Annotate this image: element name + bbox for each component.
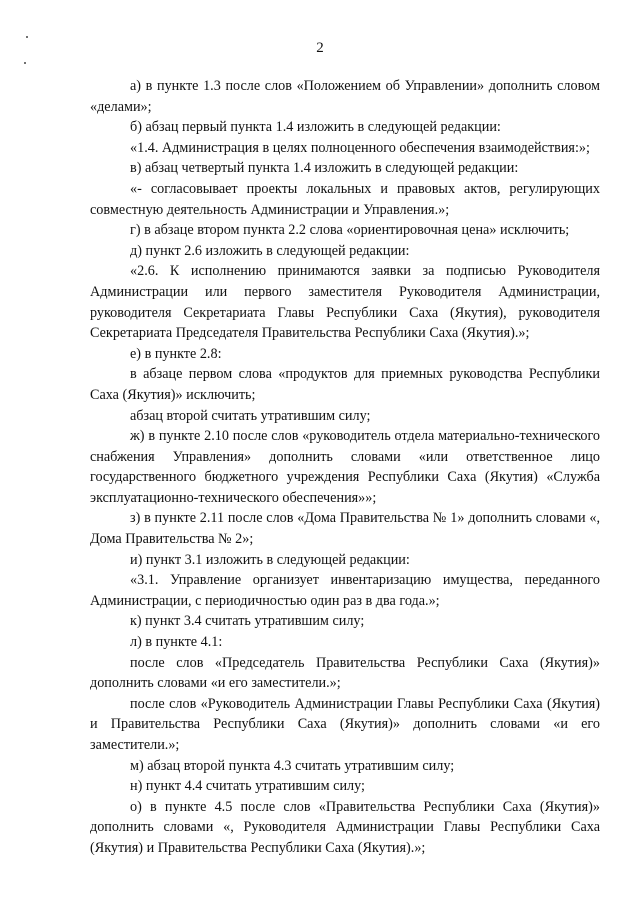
paragraph-b-quote: «1.4. Администрация в целях полноценного обеспечения взаимодействия:»;	[130, 139, 590, 156]
document-body	[90, 76, 600, 859]
paragraph-d: д) пункт 2.6 изложить в следующей редакции:	[130, 242, 410, 259]
scan-mark	[26, 36, 28, 38]
paragraph-v: в) абзац четвертый пункта 1.4 изложить в следующей редакции:	[130, 160, 519, 177]
paragraph-n: н) пункт 4.4 считать утратившим силу;	[130, 778, 365, 795]
paragraph-e: е) в пункте 2.8:	[130, 345, 222, 362]
paragraph-i-quote: «3.1. Управление организует инвентаризацию имущества, переданного Администрации, с периодичностью один раз в два года.»;	[90, 572, 600, 609]
paragraph-v-quote: «- согласовывает проекты локальных и правовых актов, регулирующих совместную деятельность Администрации и Управления.»;	[90, 180, 600, 218]
paragraph-l: л) в пункте 4.1:	[130, 634, 223, 651]
paragraph-e-second: абзац второй считать утратившим силу;	[130, 407, 371, 424]
scan-mark	[24, 62, 26, 64]
paragraph-m: м) абзац второй пункта 4.3 считать утратившим силу;	[130, 757, 455, 774]
paragraph-b: б) абзац первый пункта 1.4 изложить в следующей редакции:	[130, 119, 501, 136]
paragraph-g: г) в абзаце втором пункта 2.2 слова «ориентировочная цена» исключить;	[130, 222, 570, 239]
paragraph-o: о) в пункте 4.5 после слов «Правительства Республики Саха (Якутия)» дополнить словами «, Руководителя Администрации Главы Республики Саха (Якутия) и Правительства Республики Саха (Якутия).»;	[90, 798, 600, 856]
paragraph-zh: ж) в пункте 2.10 после слов «руководитель отдела материально-технического снабжения Управления» дополнить словами «или ответственное лицо государственного бюджетного учреждения Республики Саха (Якутия) «Служба эксплуатационно-технического обеспечения»»;	[90, 428, 600, 506]
paragraph-d-quote: «2.6. К исполнению принимаются заявки за подписью Руководителя Администрации или первого заместителя Руководителя Администрации, руководителя Секретариата Главы Республики Саха (Якутия), руководителя Секретариата Председателя Правительства Республики Саха (Якутия).»;	[90, 263, 600, 342]
paragraph-l-second: после слов «Руководитель Администрации Главы Республики Саха (Якутия) и Правительства Республики Саха (Якутия)» дополнить словами «и его заместители.»;	[90, 695, 600, 753]
paragraph-z: з) в пункте 2.11 после слов «Дома Правительства № 1» дополнить словами «, Дома Правительства № 2»;	[90, 510, 600, 548]
paragraph-l-first: после слов «Председатель Правительства Республики Саха (Якутия)» дополнить словами «и его заместители.»;	[90, 654, 600, 692]
paragraph-k: к) пункт 3.4 считать утратившим силу;	[130, 613, 365, 630]
paragraph-i: и) пункт 3.1 изложить в следующей редакции:	[130, 551, 410, 568]
paragraph-e-first: в абзаце первом слова «продуктов для приемных руководства Республики Саха (Якутия)» исключить;	[90, 366, 600, 403]
paragraph-a: а) в пункте 1.3 после слов «Положением об Управлении» дополнить словом «делами»;	[90, 78, 600, 115]
page-number: 2	[316, 40, 324, 56]
